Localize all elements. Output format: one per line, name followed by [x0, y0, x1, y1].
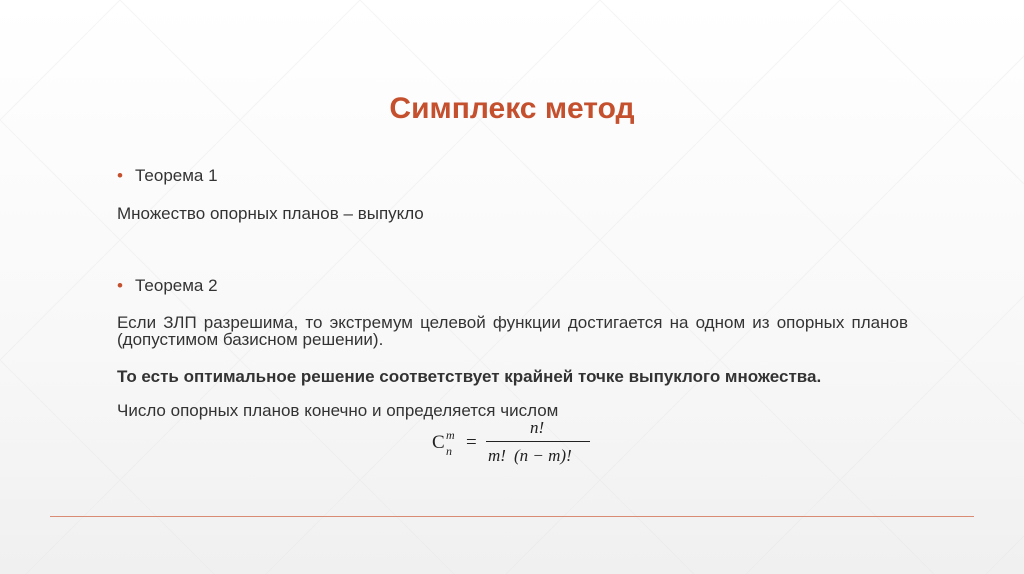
formula-fraction-bar [486, 441, 590, 442]
formula-base: C [432, 432, 445, 453]
formula-equals: = [466, 432, 477, 453]
slide-title: Симплекс метод [389, 92, 635, 125]
formula-denominator-m: m! [488, 446, 506, 465]
formula-numerator: n! [530, 418, 545, 437]
theorem-2-label: Теорема 2 [135, 276, 218, 295]
theorem-2-count-text: Число опорных планов конечно и определяется числом [117, 401, 559, 420]
formula-superscript: m [446, 428, 455, 442]
formula-subscript: n [446, 444, 452, 458]
footer-divider [50, 516, 974, 517]
theorem-1-label: Теорема 1 [135, 166, 218, 185]
theorem-2-emphasis: То есть оптимальное решение соответствует крайней точке выпуклого множества. [117, 367, 822, 386]
bullet-theorem-1: • [117, 166, 123, 185]
theorem-2-statement: Если ЗЛП разрешима, то экстремум целевой функции достигается на одном из опорных планов (допустимом базисном решении). [117, 313, 908, 349]
theorem-1-statement: Множество опорных планов – выпуклo [117, 204, 424, 223]
bullet-theorem-2: • [117, 276, 123, 295]
combination-formula [420, 418, 600, 468]
formula-denominator-paren: (n − m)! [514, 446, 572, 465]
